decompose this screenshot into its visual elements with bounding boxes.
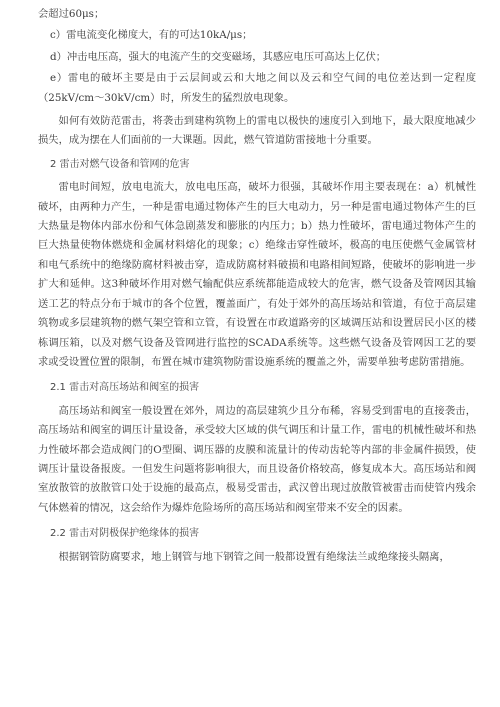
- list-item-d: d）冲击电压高，强大的电流产生的交变磁场，其感应电压可高达上亿伏；: [50, 50, 387, 63]
- section-heading-2: 2 雷击对燃气设备和管网的危害: [50, 158, 190, 170]
- intro-paragraph: 如何有效防范雷击，将袭击到建构筑物上的雷电以极快的速度引入到地下，最大限度地减少损失，成为摆在人们面前的一大课题。因此，燃气管道防雷接地十分重要。: [38, 115, 476, 147]
- section-heading-2-2: 2.2 雷击对阴极保护绝缘体的损害: [50, 528, 200, 540]
- section-heading-2-1: 2.1 雷击对高压场站和阀室的损害: [50, 382, 200, 394]
- list-item-c: c）雷电流变化梯度大，有的可达10kA/μs；: [50, 29, 253, 42]
- section-2-1-paragraph: 高压场站和阀室一般设置在郊外，周边的高层建筑少且分布稀，容易受到雷电的直接袭击，高压场站和阀室的调压计量设备，承受较大区域的供气调压和计量工作，雷电的机械性破坏和热力性破坏都会造成阀门的O型圈、调压器的皮膜和流量计的传动齿轮等内部的非金属件损毁，使调压计量设备报废。一但发生问题将影响很大，而且设备价格较高，修复成本大。高压场站和阀室放散管的放散管口处于设施的最高点，极易受雷击，武汉曾出现过放散管被雷击而使管内残余气体燃着的情况，这会给作为爆炸危险场所的高压场站和阀室带来不安全的因素。: [38, 404, 476, 514]
- document-body: [38, 5, 476, 567]
- continuation-line: 会超过60μs；: [38, 8, 105, 20]
- section-2-2-paragraph: 根据钢管防腐要求，地上钢管与地下钢管之间一般都设置有绝缘法兰或绝缘接头隔离，: [58, 550, 450, 563]
- list-item-e: e）雷电的破坏主要是由于云层间或云和大地之间以及云和空气间的电位差达到一定程度（25kV/cm～30kV/cm）时，所发生的猛烈放电现象。: [38, 72, 476, 104]
- section-2-paragraph: 雷电时间短，放电电流大，放电电压高，破坏力很强，其破坏作用主要表现在：a）机械性破坏，由两种力产生，一种是雷电通过物体产生的巨大电动力，另一种是雷电通过物体产生的巨大热量是物体内部水份和气体急剧蒸发和膨胀的内压力；b）热力性破坏，雷电通过物体产生的巨大热量使物体燃烧和金属材料熔化的现象；c）绝缘击穿性破坏，极高的电压使燃气金属管材和电气系统中的绝缘防腐材料被击穿，造成防腐材料破损和电路相间短路，使破坏的影响进一步扩大和延伸。这3种破坏作用对燃气输配供应系统都能造成较大的危害，燃气设备及管网因其输送工艺的特点分布于城市的各个位置，覆盖面广，有处于郊外的高压场站和管道，有位于高层建筑物或多层建筑物的燃气架空管和立管，有设置在市政道路旁的区域调压站和设置居民小区的楼栋调压箱，以及对燃气设备及管网进行监控的SCADA系统等。这些燃气设备及管网因工艺的要求或受设置位置的限制，布置在城市建筑物防雷设施系统的覆盖之外，需要单独考虑防雷措施。: [38, 181, 476, 368]
